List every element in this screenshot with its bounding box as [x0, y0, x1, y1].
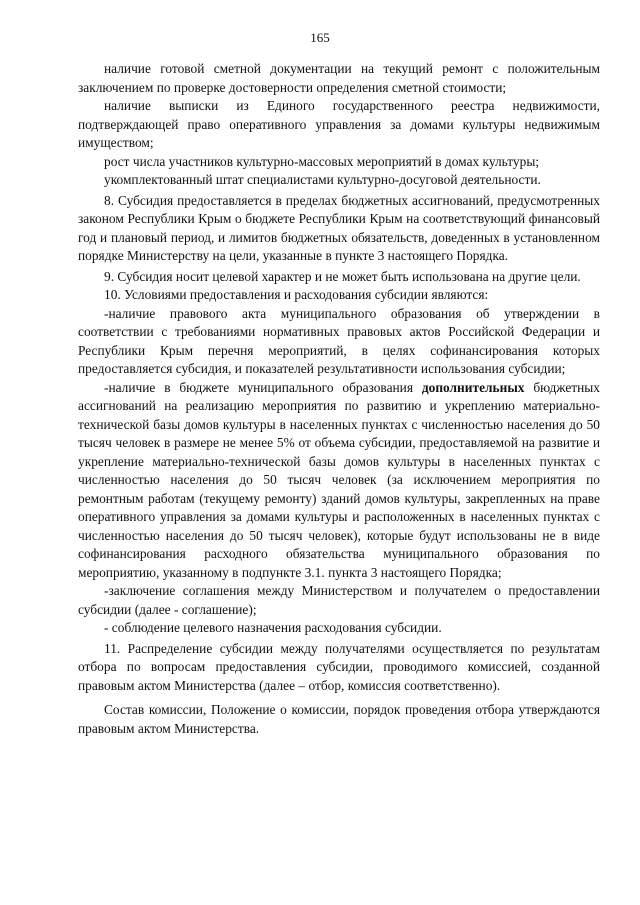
paragraph-condition: -наличие правового акта муниципального образования об утверждении в соответствии с требованиями нормативных правовых актов Российской Федерации и Республики Крым перечня мероприятий, в целях софинансирования которых предоставляется субсидия, и показателей результативности использования субсидии; — [78, 305, 600, 376]
paragraph-condition: -заключение соглашения между Министерством и получателем о предоставлении субсидии (далее - соглашение); — [78, 583, 600, 617]
page-number: 165 — [310, 30, 330, 45]
paragraph-condition: - соблюдение целевого назначения расходования субсидии. — [104, 620, 442, 635]
paragraph-text: -наличие в бюджете муниципального образования — [104, 379, 422, 395]
document-body — [78, 60, 600, 738]
paragraph: Состав комиссии, Положение о комиссии, порядок проведения отбора утверждаются правовым актом Министерства. — [78, 702, 600, 736]
paragraph-clause-9: 9. Субсидия носит целевой характер и не может быть использована на другие цели. — [104, 268, 581, 284]
bold-emphasis: дополнительных — [421, 379, 525, 395]
paragraph-clause-8: 8. Субсидия предоставляется в пределах бюджетных ассигнований, предусмотренных законом Республики Крым о бюджете Республики Крым на соответствующий финансовый год и плановый период, и лимитов бюджетных обязательств, доведенных в установленном порядке Министерству на цели, указанные в пункте 3 настоящего Порядка. — [78, 192, 600, 263]
paragraph: наличие готовой сметной документации на текущий ремонт с положительным заключением по проверке достоверности определения сметной стоимости; — [78, 61, 600, 95]
paragraph: рост числа участников культурно-массовых мероприятий в домах культуры; — [104, 153, 540, 169]
paragraph-clause-11: 11. Распределение субсидии между получателями осуществляется по результатам отбора по вопросам предоставления субсидии, проводимого комиссией, созданной правовым актом Министерства (далее – отбор, комиссия соответственно). — [78, 640, 600, 693]
paragraph: наличие выписки из Единого государственного реестра недвижимости, подтверждающей право оперативного управления за домами культуры недвижимым имуществом; — [78, 98, 600, 150]
paragraph-text: бюджетных ассигнований на реализацию мероприятия по развитию и укреплению материально-технической базы домов культуры в населенных пунктах с численностью населения до 50 тысяч человек в размере не менее 5% от объема субсидии, предоставляемой на развитие и укрепление материально-технической базы домов культуры в населенных пунктах с численностью населения до 50 тысяч человек (за исключением мероприятия по ремонтным работам (текущему ремонту) зданий домов культуры, закрепленных на праве оперативного управления за домами культуры и расположенных в населенных пунктах с численностью населения до 50 тысяч человек), которые будут использованы не в виде софинансирования расходного обязательства муниципального образования по мероприятию, указанному в подпункте 3.1. пункта 3 настоящего Порядка; — [78, 379, 600, 580]
paragraph-condition — [78, 379, 600, 583]
paragraph-clause-10: 10. Условиями предоставления и расходования субсидии являются: — [104, 287, 489, 302]
paragraph: укомплектованный штат специалистами культурно-досуговой деятельности. — [104, 172, 541, 187]
